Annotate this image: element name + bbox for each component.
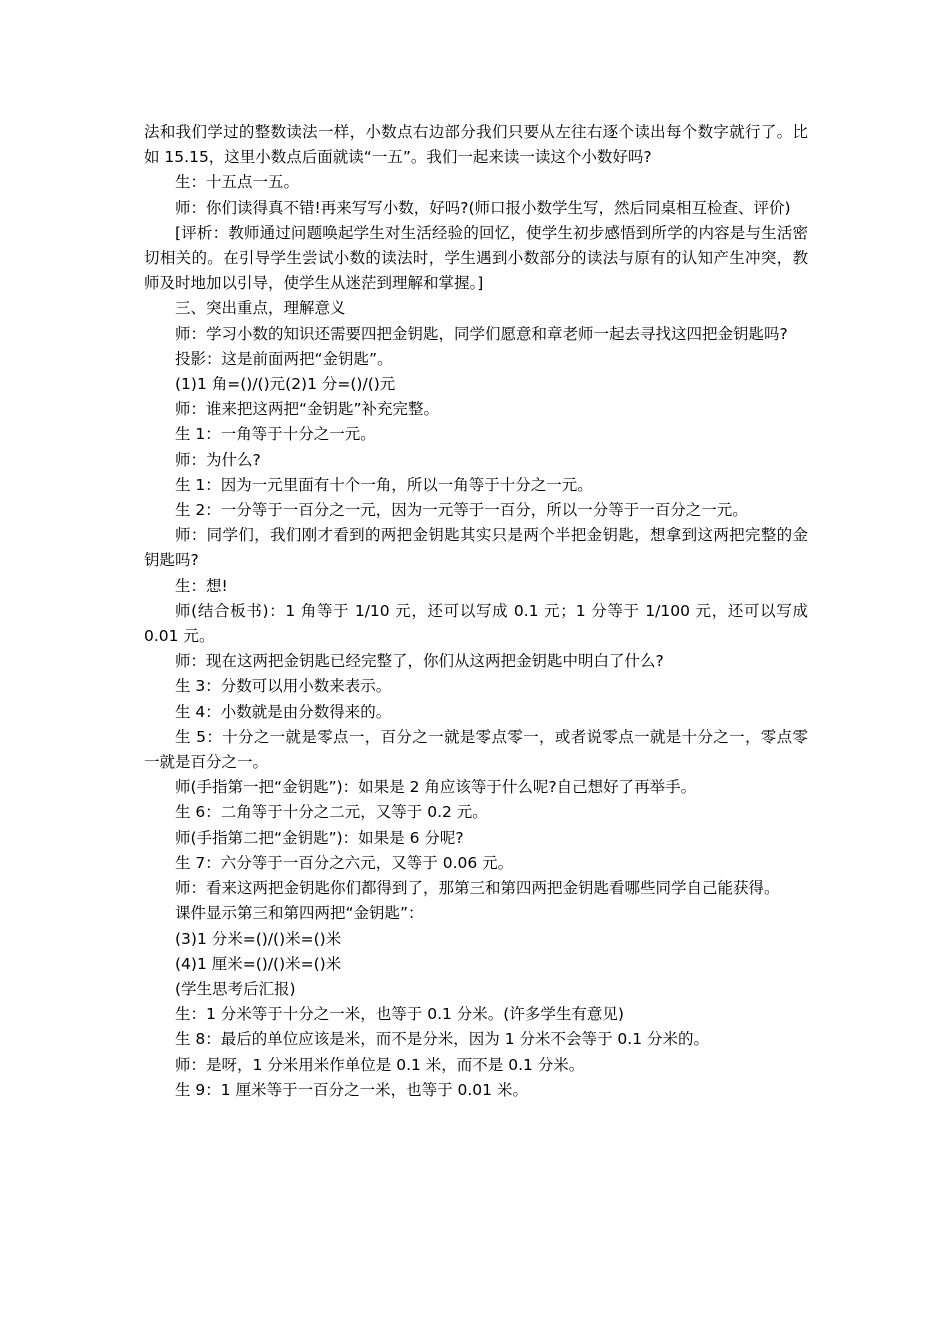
paragraph: (3)1 分米=()/()米=()米 <box>175 929 342 948</box>
paragraph: 生 7：六分等于一百分之六元，又等于 0.06 元。 <box>175 853 514 872</box>
paragraph: 生 8：最后的单位应该是米，而不是分米，因为 1 分米不会等于 0.1 分米的。 <box>175 1030 710 1049</box>
paragraph: [评析：教师通过问题唤起学生对生活经验的回忆，使学生初步感悟到所学的内容是与生活密切相关的。在引导学生尝试小数的读法时，学生遇到小数部分的读法与原有的认知产生冲突，教师及时地加以引导，使学生从迷茫到理解和掌握。] <box>144 223 808 293</box>
paragraph: 师：学习小数的知识还需要四把金钥匙，同学们愿意和章老师一起去寻找这四把金钥匙吗? <box>175 324 788 343</box>
paragraph: 师(结合板书)：1 角等于 1/10 元，还可以写成 0.1 元；1 分等于 1/100 元，还可以写成 0.01 元。 <box>144 601 808 646</box>
paragraph: 生：1 分米等于十分之一米，也等于 0.1 分米。(许多学生有意见) <box>175 1005 624 1024</box>
paragraph: 生 4：小数就是由分数得来的。 <box>175 702 392 721</box>
paragraph: 生：想! <box>175 576 228 595</box>
paragraph: 师：看来这两把金钥匙你们都得到了，那第三和第四两把金钥匙看哪些同学自己能获得。 <box>175 879 780 898</box>
paragraph: 课件显示第三和第四两把“金钥匙”： <box>175 904 424 923</box>
paragraph: (学生思考后汇报) <box>175 979 296 998</box>
paragraph: 师(手指第一把“金钥匙”)：如果是 2 角应该等于什么呢?自己想好了再举手。 <box>175 778 697 797</box>
paragraph: 生 1：因为一元里面有十个一角，所以一角等于十分之一元。 <box>175 475 593 494</box>
paragraph: 法和我们学过的整数读法一样，小数点右边部分我们只要从左往右逐个读出每个数字就行了。比如 15.15，这里小数点后面就读“一五”。我们一起来读一读这个小数好吗? <box>144 123 808 167</box>
document-body <box>144 120 808 1103</box>
paragraph: 师：你们读得真不错!再来写写小数，好吗?(师口报小数学生写，然后同桌相互检查、评价) <box>175 198 791 217</box>
paragraph: 师：是呀，1 分米用米作单位是 0.1 米，而不是 0.1 分米。 <box>175 1055 585 1074</box>
paragraph: 师：为什么? <box>175 450 261 469</box>
paragraph: 师：同学们，我们刚才看到的两把金钥匙其实只是两个半把金钥匙，想拿到这两把完整的金钥匙吗? <box>144 526 808 570</box>
paragraph: 三、突出重点，理解意义 <box>175 299 346 318</box>
paragraph: 投影：这是前面两把“金钥匙”。 <box>175 349 393 368</box>
paragraph: 师：现在这两把金钥匙已经完整了，你们从这两把金钥匙中明白了什么? <box>175 652 664 671</box>
paragraph: 生 6：二角等于十分之二元，又等于 0.2 元。 <box>175 803 488 822</box>
paragraph: 生 5：十分之一就是零点一，百分之一就是零点零一，或者说零点一就是十分之一，零点零一就是百分之一。 <box>144 727 808 772</box>
paragraph: 师：谁来把这两把“金钥匙”补充完整。 <box>175 400 440 419</box>
paragraph: 生：十五点一五。 <box>175 173 300 192</box>
paragraph: 生 1：一角等于十分之一元。 <box>175 425 376 444</box>
paragraph: (4)1 厘米=()/()米=()米 <box>175 954 342 973</box>
paragraph: 生 3：分数可以用小数来表示。 <box>175 677 392 696</box>
paragraph: 生 2：一分等于一百分之一元，因为一元等于一百分，所以一分等于一百分之一元。 <box>175 501 748 520</box>
paragraph: 生 9：1 厘米等于一百分之一米，也等于 0.01 米。 <box>175 1080 528 1099</box>
paragraph: 师(手指第二把“金钥匙”)：如果是 6 分呢? <box>175 828 464 847</box>
paragraph: (1)1 角=()/()元(2)1 分=()/()元 <box>175 375 396 394</box>
